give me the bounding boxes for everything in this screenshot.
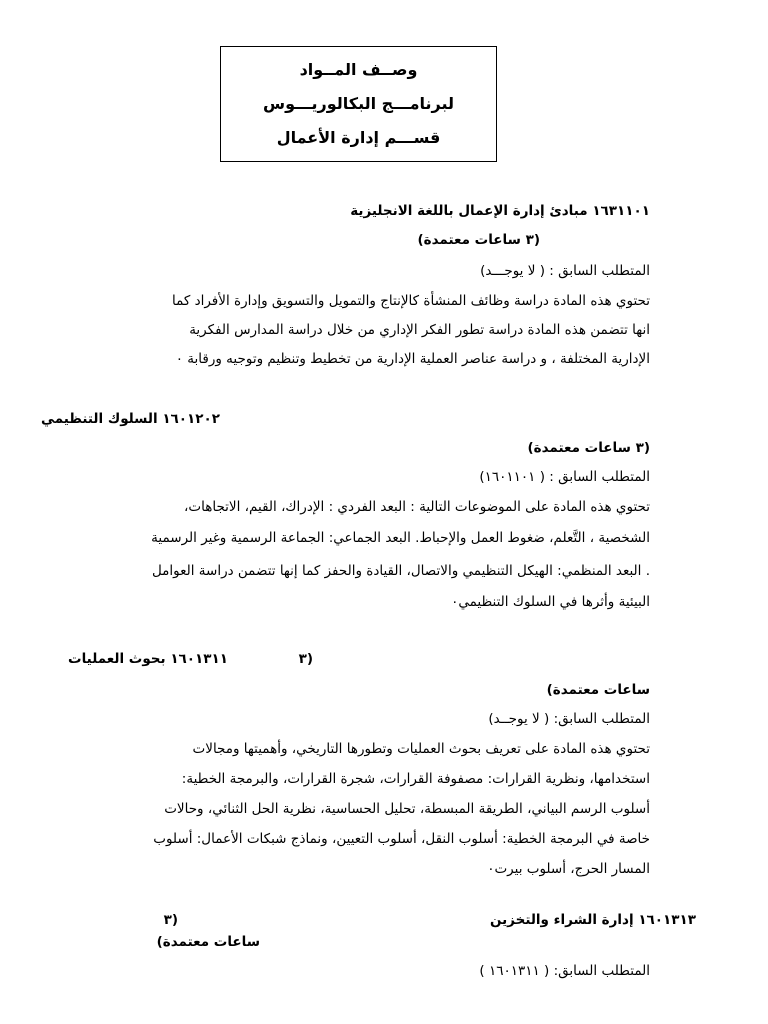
course3-desc-1: تحتوي هذه المادة على تعريف بحوث العمليات وتطورها التاريخي، وأهميتها ومجالات	[192, 741, 650, 757]
course4-code-title: ١٦٠١٣١٣ إدارة الشراء والتخزين	[489, 912, 696, 928]
course4-hours-part1: (٣	[163, 912, 178, 928]
course3-code-title: ١٦٠١٣١١ بحوث العمليات	[68, 651, 228, 667]
course2-desc-2: الشخصية ، التَّعلم، ضغوط العمل والإحباط. البعد الجماعي: الجماعة الرسمية وغير الرسمية	[151, 530, 650, 546]
course2-desc-1: تحتوي هذه المادة على الموضوعات التالية : البعد الفردي : الإدراك، القيم، الاتجاهات،	[184, 499, 650, 515]
course3-hours-part2: ساعات معتمدة)	[546, 682, 650, 698]
course3-desc-2: استخدامها، ونظرية القرارات: مصفوفة القرارات، شجرة القرارات، والبرمجة الخطية:	[181, 771, 650, 787]
course3-prereq: المتطلب السابق: ( لا يوجــد)	[488, 711, 650, 727]
course1-code-title: ١٦٣١١٠١ مبادئ إدارة الإعمال باللغة الانجليزية	[350, 203, 650, 219]
title-line-2: لبرنامـــج البكالوريـــوس	[262, 94, 455, 113]
course3-desc-3: أسلوب الرسم البياني، الطريقة المبسطة، تحليل الحساسية، نظرية الحل الثنائي، وحالات	[164, 801, 650, 817]
course1-desc-2: انها تتضمن هذه المادة دراسة تطور الفكر الإداري من خلال دراسة المدارس الفكرية	[189, 322, 650, 338]
course1-hours: (٣ ساعات معتمدة)	[417, 232, 540, 248]
course2-hours: (٣ ساعات معتمدة)	[527, 440, 650, 456]
course2-desc-3: . البعد المنظمي: الهيكل التنظيمي والاتصال، القيادة والحفز كما إنها تتضمن دراسة العوامل	[151, 563, 650, 579]
title-box	[220, 46, 497, 162]
title-line-1: وصــف المــواد	[299, 60, 418, 79]
course1-desc-1: تحتوي هذه المادة دراسة وظائف المنشأة كالإنتاج والتمويل والتسويق وإدارة الأفراد كما	[171, 293, 650, 309]
title-line-3: قســـم إدارة الأعمال	[276, 128, 441, 147]
course3-desc-5: المسار الحرج، أسلوب بيرت٠	[487, 861, 650, 877]
course2-code-title: ١٦٠١٢٠٢ السلوك التنظيمي	[41, 411, 220, 427]
course2-prereq: المتطلب السابق : ( ١٦٠١١٠١)	[479, 469, 650, 485]
course3-desc-4: خاصة في البرمجة الخطية: أسلوب النقل، أسلوب التعيين، ونماذج شبكات الأعمال: أسلوب	[153, 831, 650, 847]
course4-hours-part2: ساعات معتمدة)	[156, 934, 260, 950]
course4-prereq: المتطلب السابق: ( ١٦٠١٣١١ )	[479, 963, 650, 979]
course1-desc-3: الإدارية المختلفة ، و دراسة عناصر العملية الإدارية من تخطيط وتنظيم وتوجيه ورقابة ٠	[175, 351, 650, 367]
course2-desc-4: البيئية وأثرها في السلوك التنظيمي٠	[451, 594, 650, 610]
course3-hours-part1: (٣	[298, 651, 313, 667]
course1-prereq: المتطلب السابق : ( لا يوجـــد)	[480, 263, 650, 279]
